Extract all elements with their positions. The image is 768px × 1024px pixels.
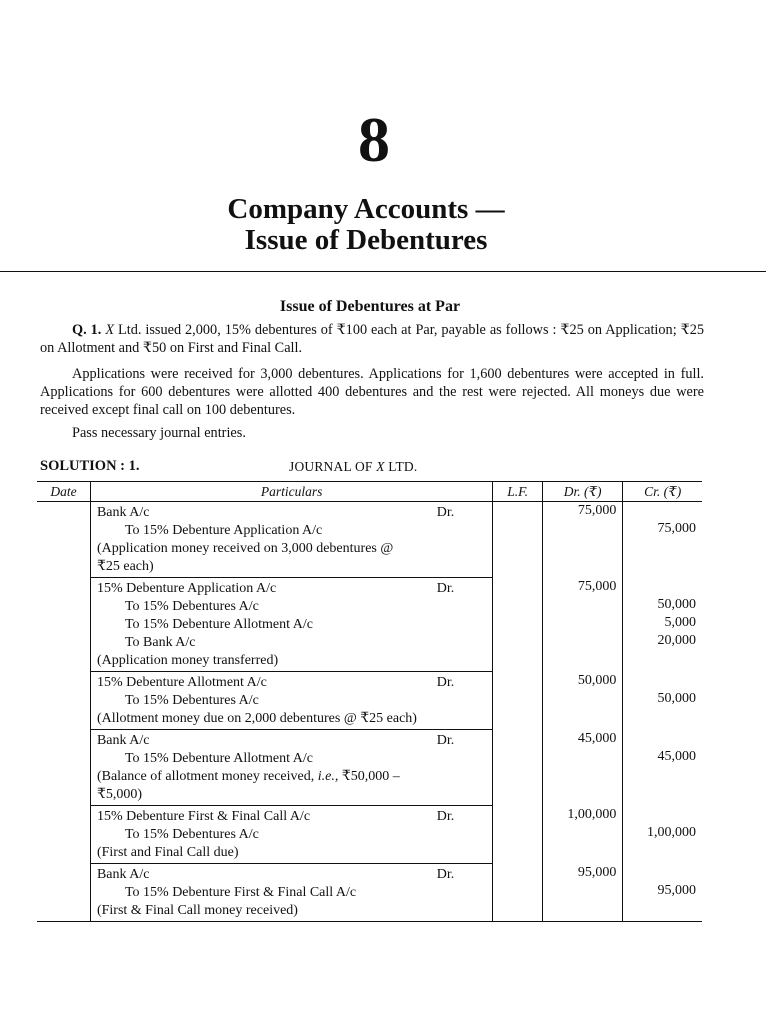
journal-entry-row (37, 730, 702, 806)
entry-particulars (90, 730, 492, 806)
entry-particulars (90, 578, 492, 672)
credit-account: To 15% Debenture First & Final Call A/c (124, 885, 357, 900)
dr-amount: 1,00,000 (567, 806, 617, 822)
question-details-paragraph (40, 365, 704, 419)
dr-mark: Dr. (436, 505, 455, 520)
entry-lf (493, 578, 543, 672)
journal-title-pre: JOURNAL OF (289, 459, 377, 474)
cr-amount: 75,000 (657, 521, 696, 536)
credit-account: To 15% Debentures A/c (124, 827, 259, 842)
entry-cr-amounts (623, 806, 702, 864)
debit-account: 15% Debenture Application A/c (96, 581, 277, 596)
cr-amount: 1,00,000 (647, 824, 696, 840)
chapter-number: 8 (358, 104, 390, 175)
narration: ₹5,000) (96, 787, 143, 802)
credit-account: To 15% Debenture Allotment A/c (124, 617, 313, 632)
question-paragraph (40, 321, 704, 357)
dr-mark: Dr. (436, 675, 455, 690)
dr-mark: Dr. (436, 867, 455, 882)
header-lf: L.F. (493, 482, 543, 502)
cr-amount: 95,000 (657, 882, 696, 898)
credit-account: To 15% Debenture Allotment A/c (124, 751, 313, 766)
credit-account: To 15% Debentures A/c (124, 693, 259, 708)
entry-cr-amounts (623, 730, 702, 806)
entry-date (37, 672, 90, 730)
dr-amount: 95,000 (577, 864, 617, 880)
entry-particulars (90, 806, 492, 864)
header-cr: Cr. (₹) (623, 482, 702, 502)
debit-account: Bank A/c (96, 505, 150, 520)
entry-dr-amounts (542, 864, 622, 922)
narration: (First & Final Call money received) (96, 903, 298, 918)
debit-account: 15% Debenture First & Final Call A/c (96, 809, 311, 824)
entry-cr-amounts (623, 672, 702, 730)
entry-particulars (90, 502, 492, 578)
dr-mark: Dr. (436, 733, 455, 748)
header-dr: Dr. (₹) (542, 482, 622, 502)
narration: (Allotment money due on 2,000 debentures @ ₹25 each) (96, 711, 417, 726)
debit-account: 15% Debenture Allotment A/c (96, 675, 267, 690)
narration: (Application money received on 3,000 debentures @ (96, 541, 394, 556)
entry-date (37, 730, 90, 806)
entry-dr-amounts (542, 730, 622, 806)
narration: (Application money transferred) (96, 653, 279, 668)
dr-amount: 75,000 (577, 578, 617, 594)
narration-part: ₹50,000 – (338, 769, 400, 784)
solution-label: SOLUTION : 1. (40, 458, 140, 474)
cr-amount: 50,000 (657, 596, 696, 612)
entry-dr-amounts (542, 502, 622, 578)
credit-account: To 15% Debenture Application A/c (124, 523, 323, 538)
question-label: Q. 1. (72, 322, 102, 338)
narration: (First and Final Call due) (96, 845, 239, 860)
journal-entry-row (37, 672, 702, 730)
dr-amount: 50,000 (577, 672, 617, 688)
question-instruction (40, 424, 704, 442)
header-particulars: Particulars (90, 482, 492, 502)
cr-amount: 45,000 (657, 748, 696, 764)
entry-cr-amounts (623, 578, 702, 672)
chapter-title-line-2: Issue of Debentures (244, 224, 488, 256)
debit-account: Bank A/c (96, 733, 150, 748)
journal-entry-row (37, 578, 702, 672)
cr-amount: 5,000 (664, 614, 696, 630)
dr-mark: Dr. (436, 581, 455, 596)
entry-cr-amounts (623, 864, 702, 922)
debit-account: Bank A/c (96, 867, 150, 882)
entry-date (37, 864, 90, 922)
entry-lf (493, 730, 543, 806)
dr-amount: 75,000 (577, 503, 617, 518)
section-title: Issue of Debentures at Par (279, 298, 461, 315)
entry-particulars (90, 864, 492, 922)
journal-title-company: X (376, 459, 385, 474)
entry-date (37, 502, 90, 578)
journal-title (289, 458, 417, 476)
entry-lf (493, 502, 543, 578)
journal-table (37, 481, 702, 922)
chapter-title-line-1: Company Accounts — (227, 193, 505, 225)
entry-lf (493, 806, 543, 864)
question-text: Ltd. issued 2,000, 15% debentures of ₹100 each at Par, payable as follows : ₹25 on Application; ₹25 on Allotment and ₹50 on First and Final Call. (40, 322, 705, 356)
entry-dr-amounts (542, 806, 622, 864)
credit-account: To Bank A/c (124, 635, 196, 650)
question-details-text: Applications were received for 3,000 debentures. Applications for 1,600 debentures were accepted in full. Applications for 600 debentures were allotted 400 debentures and the rest were rejected. All moneys due were received except final call on 100 debentures. (40, 366, 704, 418)
cr-amount: 50,000 (657, 690, 696, 706)
dr-amount: 45,000 (577, 730, 617, 746)
narration-part: (Balance of allotment money received, (96, 769, 318, 784)
dr-mark: Dr. (436, 809, 455, 824)
narration (97, 768, 486, 786)
entry-lf (493, 864, 543, 922)
journal-entry-row (37, 806, 702, 864)
journal-header-row (37, 482, 702, 502)
narration-ie: i.e., (317, 769, 339, 784)
chapter-title (0, 194, 732, 256)
company-name: X (105, 322, 115, 338)
credit-account: To 15% Debentures A/c (124, 599, 259, 614)
narration: ₹25 each) (96, 559, 154, 574)
entry-cr-amounts (623, 502, 702, 578)
entry-dr-amounts (542, 578, 622, 672)
entry-lf (493, 672, 543, 730)
cr-amount: 20,000 (657, 632, 696, 648)
entry-date (37, 806, 90, 864)
journal-entry-row (37, 864, 702, 922)
entry-dr-amounts (542, 672, 622, 730)
chapter-divider (0, 271, 766, 272)
entry-date (37, 578, 90, 672)
entry-particulars (90, 672, 492, 730)
journal-entry-row (37, 502, 702, 578)
question-instruction-text: Pass necessary journal entries. (72, 425, 246, 441)
journal-title-post: LTD. (384, 459, 418, 474)
header-date: Date (37, 482, 90, 502)
